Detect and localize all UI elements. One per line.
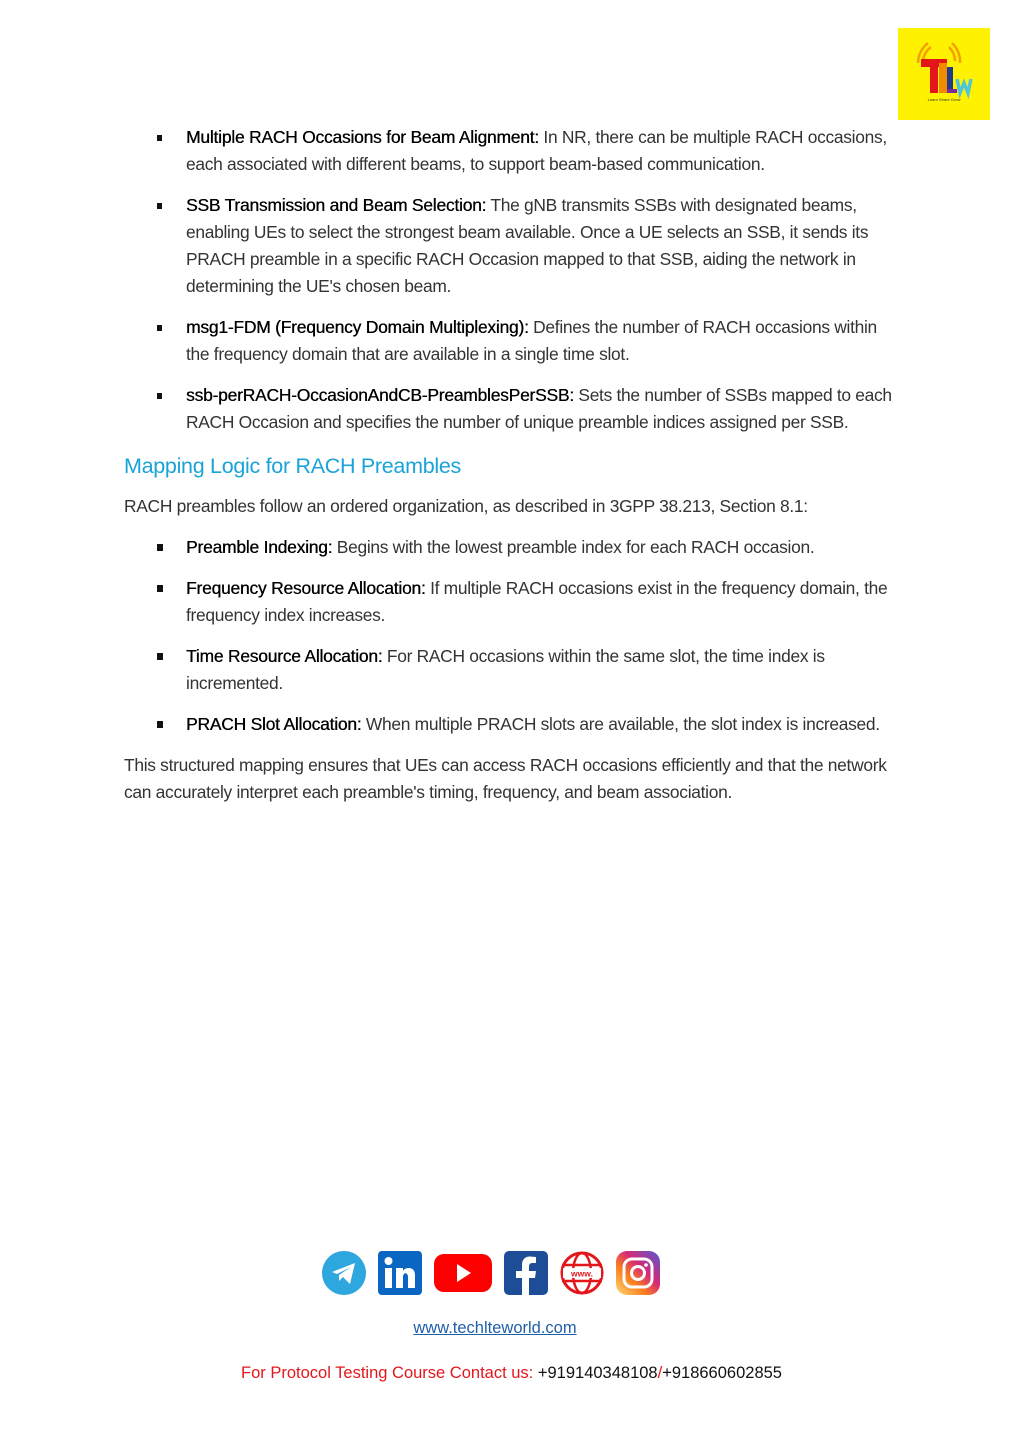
svg-text:Learn Share Grow: Learn Share Grow — [927, 97, 961, 102]
bullet-marker — [157, 393, 162, 399]
website-link[interactable]: www.techlteworld.com — [413, 1319, 577, 1337]
telegram-icon[interactable] — [321, 1250, 367, 1296]
list-item: msg1-FDM (Frequency Domain Multiplexing): Defines the number of RACH occasions within the frequency domain that are available in a single time slot. — [124, 314, 904, 368]
mapping-logic-bullet-list — [124, 534, 904, 738]
website-link-container — [0, 1319, 990, 1338]
list-item: Preamble Indexing: Begins with the lowest preamble index for each RACH occasion. — [124, 534, 904, 561]
phone-number-1: +919140348108 — [537, 1364, 658, 1382]
contact-line — [0, 1364, 1023, 1383]
bullet-marker — [157, 325, 162, 331]
phone-number-2: +918660602855 — [662, 1364, 782, 1382]
list-item: Multiple RACH Occasions for Beam Alignment: In NR, there can be multiple RACH occasions, each associated with different beams, to support beam-based communication. — [124, 124, 904, 178]
contact-label: For Protocol Testing Course Contact us: — [241, 1364, 538, 1382]
bullet-marker — [157, 135, 162, 141]
bullet-marker — [157, 544, 163, 551]
list-item: Time Resource Allocation: For RACH occasions within the same slot, the time index is incremented. — [124, 643, 904, 697]
youtube-icon[interactable] — [433, 1250, 493, 1296]
bullet-marker — [157, 203, 162, 209]
list-item: Frequency Resource Allocation: If multiple RACH occasions exist in the frequency domain, the frequency index increases. — [124, 575, 904, 629]
svg-text:www.: www. — [571, 1268, 593, 1279]
list-item: PRACH Slot Allocation: When multiple PRACH slots are available, the slot index is increased. — [124, 711, 904, 738]
document-content — [124, 124, 904, 820]
facebook-icon[interactable] — [503, 1250, 549, 1296]
list-item: SSB Transmission and Beam Selection: The gNB transmits SSBs with designated beams, enabling UEs to select the strongest beam available. Once a UE selects an SSB, it sends its PRACH preamble in a specific RACH Occasion mapped to that SSB, aiding the network in determining the UE's chosen beam. — [124, 192, 904, 300]
intro-paragraph: RACH preambles follow an ordered organization, as described in 3GPP 38.213, Section 8.1: — [124, 496, 808, 516]
bullet-marker — [157, 721, 163, 728]
conclusion-paragraph: This structured mapping ensures that UEs can access RACH occasions efficiently and that the network can accurately interpret each preamble's timing, frequency, and beam association. — [124, 755, 887, 802]
phone-separator: / — [657, 1364, 663, 1382]
techlteworld-logo — [898, 28, 990, 120]
bullet-marker — [157, 653, 163, 660]
linkedin-icon[interactable] — [377, 1250, 423, 1296]
website-globe-icon[interactable] — [559, 1250, 605, 1296]
bullet-marker — [157, 585, 163, 592]
tlw-logo-icon — [909, 39, 979, 109]
beam-rach-bullet-list — [124, 124, 904, 436]
instagram-icon[interactable] — [615, 1250, 661, 1296]
list-item: ssb-perRACH-OccasionAndCB-PreamblesPerSSB: Sets the number of SSBs mapped to each RACH Occasion and specifies the number of unique preamble indices assigned per SSB. — [124, 382, 904, 436]
section-heading: Mapping Logic for RACH Preambles — [124, 454, 461, 478]
social-icons-row — [321, 1250, 661, 1296]
